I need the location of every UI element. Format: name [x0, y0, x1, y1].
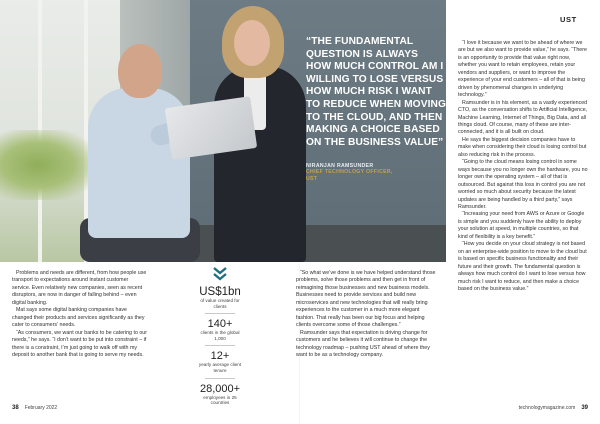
section-label: UST	[560, 15, 577, 24]
paragraph: Mat says some digital banking companies have changed their products and services significantly as they cater to consumers’ needs.	[12, 307, 145, 329]
divider	[205, 313, 235, 314]
stat-label: employees in 25 countries	[203, 394, 237, 406]
stats-sidebar	[196, 266, 244, 410]
paragraph: Problems and needs are different, from how people use transport to expectations around instant customer service. Even relatively new companies, seen as recent disruptors, are now in danger of falling behind – even digital banking.	[12, 270, 147, 306]
pull-quote	[306, 36, 446, 183]
site-url: technologymagazine.com	[518, 405, 576, 411]
divider	[205, 378, 235, 379]
ust-chevron-logo-icon	[212, 266, 228, 282]
divider	[205, 345, 235, 346]
stat-label: yearly average client tenure	[198, 362, 242, 373]
paragraph: Ramsunder says that expectation is driving change for customers and he believes it will continue to change the technology roadmap – pushing UST ahead of where they want to be as a technology company.	[296, 329, 430, 358]
paragraph: “So what we’ve done is we have helped understand those problems, solve those problems and then get in front of reimagining those businesses and new business models. Businesses need to provide services and build new microservices and new technologies that will really bring experiences to the customer in a much more elegant fashion. That really has been our big focus and helping clients overcome some of those challenges.”	[296, 270, 436, 329]
paragraph: “As consumers, we want our banks to be catering to our needs,” he says. “I don’t want to be put into constraint – if there is a constraint, I’m just going to walk off with my deposit to another bank that is going to serve my needs.	[12, 329, 148, 358]
stat-value: 12+	[210, 350, 230, 363]
man-figure-head	[118, 44, 162, 98]
quote-attribution-name: NIRANJAN RAMSUNDER	[306, 163, 374, 170]
paragraph: He says the biggest decision companies have to make when considering their cloud is losing control but also reducing risk in the process.	[458, 136, 587, 158]
footer-left	[12, 405, 57, 411]
hero-photo	[0, 0, 446, 262]
quote-attribution-title: CHIEF TECHNOLOGY OFFICER,	[306, 169, 393, 176]
paragraph: Ramsunder is in his element, as a vastly experienced CTO, as the conversation shifts to Artificial Intelligence, Machine Learning, Internet of Things, Big Data, and all things cloud. Of course, many of these are inter-connected, and it is all built on cloud.	[458, 99, 588, 136]
pull-quote-text: “THE FUNDAMENTAL QUESTION IS ALWAYS HOW MUCH CONTROL AM I WILLING TO LOSE VERSUS HOW MUCH RISK I WANT TO REDUCE WHEN MOVING TO THE CLOUD, AND THEN MAKING A CHOICE BASED ON THE BUSINESS VALUE”	[306, 36, 446, 148]
page-number: 38	[12, 405, 19, 411]
stat-value: 140+	[207, 318, 233, 331]
stat-label: of value created for clients	[200, 298, 240, 309]
paragraph: “Increasing your need from AWS or Azure or Google is simple and you suddenly have the ability to deploy your solution at speed, in multiple countries, so that kind of flexibility is a key benefit.”	[458, 211, 585, 240]
woman-figure-face	[234, 20, 270, 66]
issue-date: February 2022	[24, 405, 58, 411]
left-column-text	[12, 270, 148, 359]
paragraph: “Going to the cloud means losing control in some ways because you no longer own the hardware, you no longer own the operating system – all of that is outsourced. But against this loss in control you are not worried so much about security because the latest updates are being handled by a third party,” says Ramsunder.	[458, 159, 588, 210]
stat-value: US$1bn	[199, 286, 241, 298]
paragraph: “I love it because we want to be ahead of where we are but we also want to provide value,” he says. “There is an opportunity to provide that value right now, whether you want to retain employees, retain your vendors and suppliers, or want to improve the experience of your end customers – all of that is being driven by phenomenal changes in underlying technology.”	[458, 40, 587, 99]
stat-value: 28,000+	[199, 382, 241, 395]
stat-label: clients in the global 1,000	[200, 330, 240, 341]
footer-right	[519, 405, 588, 411]
quote-attribution-company: UST	[306, 175, 318, 182]
page-number: 39	[581, 405, 588, 411]
center-column-text	[296, 270, 436, 359]
outdoor-greenery	[0, 130, 95, 200]
right-column-text	[458, 40, 588, 293]
paragraph: “How you decide on your cloud strategy is not based on an enterprise-wide position to move to the cloud but is based on specific business functionality and their future and their growth. The fundamental question is always how much control do I want to lose versus how much risk I want to reduce, and then make a choice based on the business value.”	[458, 241, 587, 292]
